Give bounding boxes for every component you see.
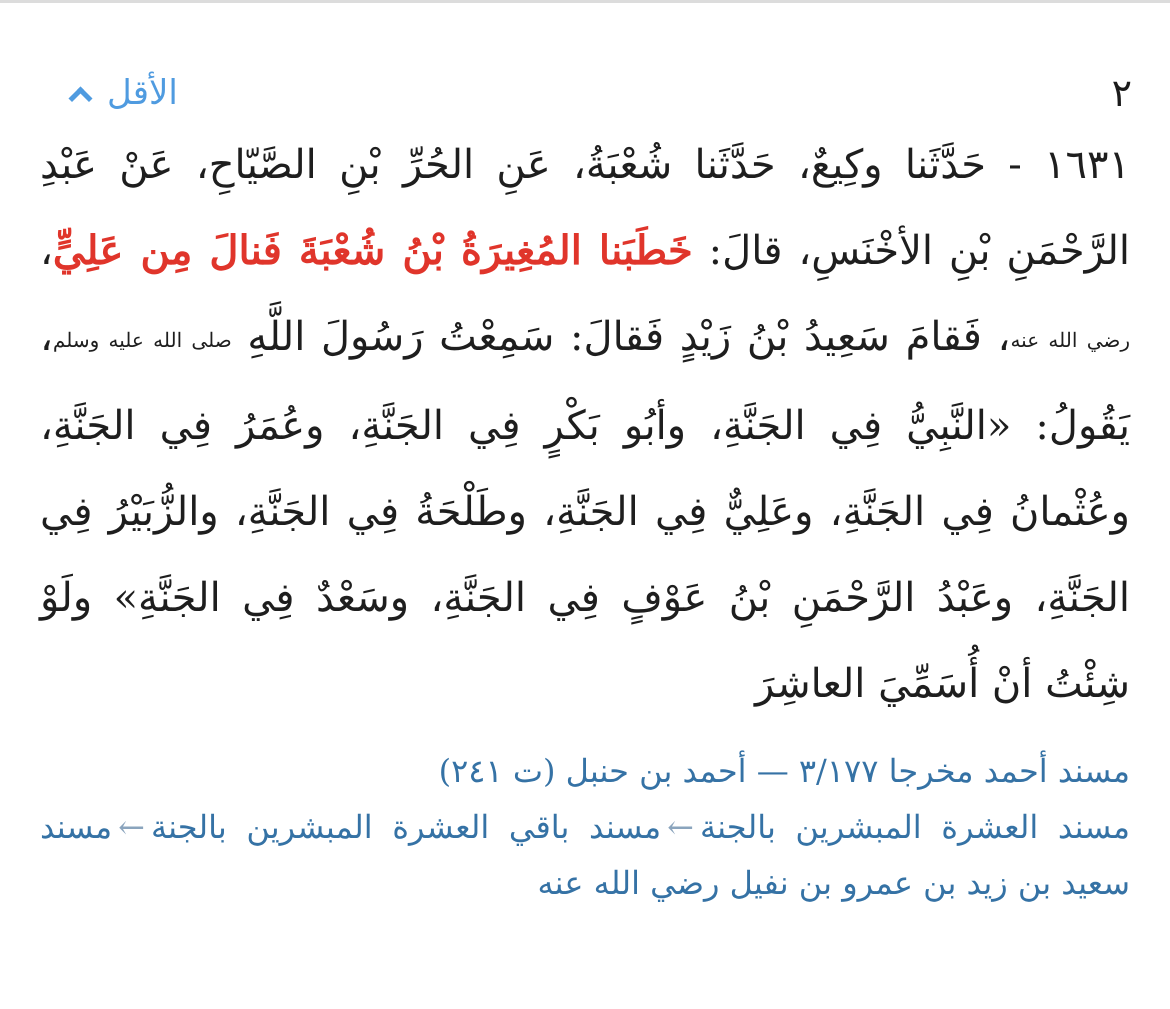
breadcrumb-item[interactable]: مسند العشرة المبشرين بالجنة — [699, 808, 1131, 846]
collapse-toggle[interactable] — [72, 73, 178, 113]
source-citation — [40, 743, 1130, 799]
chevron-up-icon — [68, 86, 92, 110]
breadcrumb-item[interactable]: مسند باقي العشرة المبشرين بالجنة — [150, 808, 662, 846]
hadith-body — [40, 122, 1130, 727]
author-link[interactable]: أحمد بن حنبل (ت ٢٤١) — [438, 752, 747, 790]
citation-dash: — — [746, 752, 799, 790]
collapse-label: الأقل — [107, 73, 178, 113]
breadcrumb-item[interactable]: مسند سعيد بن زيد بن عمرو بن نفيل رضي الله عنه — [40, 808, 1130, 902]
honorific-salla: صلى الله عليه وسلم — [52, 328, 232, 352]
highlighted-phrase: خَطَبَنا المُغِيرَةُ بْنُ شُعْبَةَ فَنالَ مِن عَلِيٍّ — [52, 227, 693, 274]
arrow-left-icon: ← — [118, 808, 145, 846]
hadith-rest: ، يَقُولُ: «النَّبِيُّ فِي الجَنَّةِ، وأبُو بَكْرٍ فِي الجَنَّةِ، وعُمَرُ فِي الجَنَّةِ، وعُثْمانُ فِي الجَنَّةِ، وعَلِيٌّ فِي الجَنَّةِ، وطَلْحَةُ فِي الجَنَّةِ، والزُّبَيْرُ فِي الجَنَّةِ، وعَبْدُ الرَّحْمَنِ بْنُ عَوْفٍ فِي الجَنَّةِ، وسَعْدٌ فِي الجَنَّةِ» ولَوْ شِئْتُ أنْ أُسَمِّيَ العاشِرَ — [40, 314, 1130, 707]
result-index: ٢ — [1111, 71, 1132, 115]
separator: ، — [40, 228, 53, 274]
chapter-breadcrumb — [40, 799, 1130, 911]
hadith-card — [40, 58, 1130, 911]
honorific-radi: رضي الله عنه — [1010, 328, 1130, 352]
hadith-middle: ، فَقامَ سَعِيدُ بْنُ زَيْدٍ فَقالَ: سَمِعْتُ رَسُولَ اللَّهِ — [231, 314, 1011, 360]
top-divider — [0, 0, 1170, 3]
arrow-left-icon: ← — [667, 808, 694, 846]
book-link[interactable]: مسند أحمد مخرجا ٣/١٧٧ — [798, 752, 1130, 790]
card-header — [40, 58, 1130, 128]
hadith-intro: ١٦٣١ - حَدَّثَنا وكِيعٌ، حَدَّثَنا شُعْبَةُ، عَنِ الحُرِّ بْنِ الصَّيّاحِ، عَنْ عَبْدِ الرَّحْمَنِ بْنِ الأخْنَسِ، قالَ: — [40, 142, 1130, 274]
